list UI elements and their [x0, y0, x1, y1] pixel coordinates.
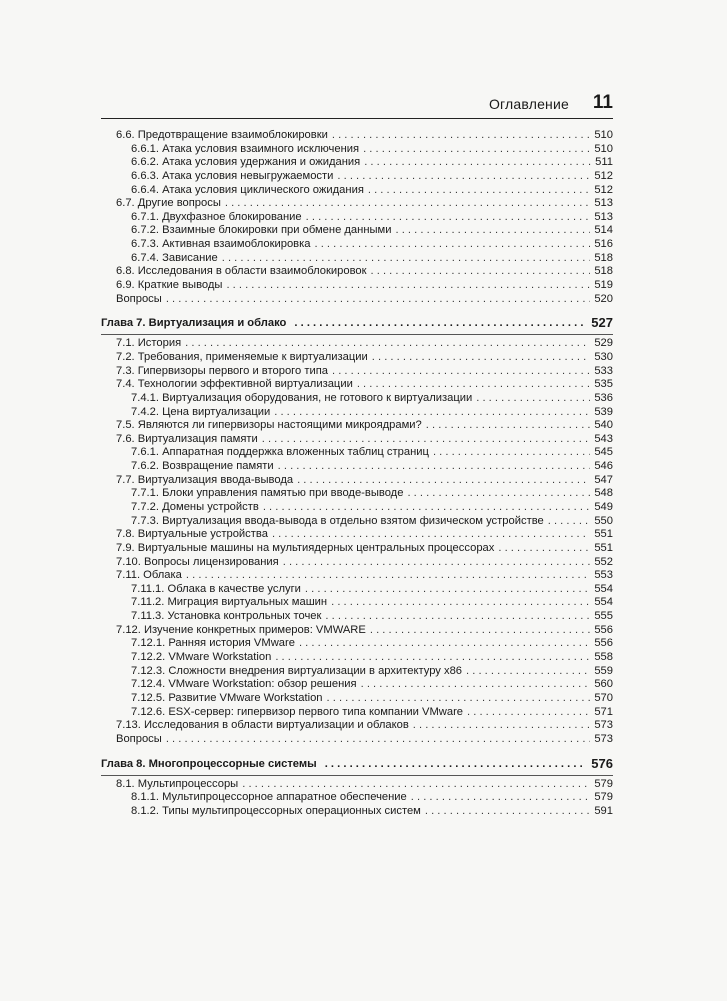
- toc-entry-title: 6.6.2. Атака условия удержания и ожидания: [131, 156, 361, 169]
- dot-leader: [222, 252, 591, 266]
- toc-entry-page: 518: [594, 251, 613, 264]
- toc-subsection-entry: [101, 805, 613, 819]
- toc-entry-page: 513: [594, 197, 613, 210]
- toc-subsection-entry: [101, 238, 613, 252]
- toc-section-entry: [101, 778, 613, 792]
- toc-subsection-entry: [101, 156, 613, 170]
- toc-subsection-entry: [101, 651, 613, 665]
- toc-entry-page: 512: [594, 183, 613, 196]
- toc-section-entry: [101, 474, 613, 488]
- dot-leader: [498, 542, 590, 556]
- toc-entry-title: 7.12. Изучение конкретных примеров: VMWARE: [116, 623, 366, 636]
- chapter-title: Глава 8. Многопроцессорные системы: [101, 757, 317, 770]
- dot-leader: [467, 706, 590, 720]
- toc-section-entry: [101, 293, 613, 307]
- dot-leader: [325, 610, 590, 624]
- toc-section-entry: [101, 279, 613, 293]
- toc-entry-page: 551: [594, 528, 613, 541]
- toc-section-entry: [101, 197, 613, 211]
- toc-subsection-entry: [101, 692, 613, 706]
- toc-entry-title: 8.1.2. Типы мультипроцессорных операционных систем: [131, 804, 421, 817]
- toc-entry-title: 6.7.4. Зависание: [131, 251, 218, 264]
- dot-leader: [185, 337, 590, 351]
- dot-leader: [337, 170, 590, 184]
- toc-entry-page: 511: [595, 156, 613, 169]
- toc-entry-page: 514: [594, 224, 613, 237]
- toc-subsection-entry: [101, 446, 613, 460]
- toc-section-entry: [101, 528, 613, 542]
- toc-entry-title: 7.12.5. Развитие VMware Workstation: [131, 691, 323, 704]
- toc-entry-title: 7.11.2. Миграция виртуальных машин: [131, 596, 328, 609]
- dot-leader: [426, 419, 591, 433]
- toc-entry-title: 7.1. История: [116, 337, 182, 350]
- dot-leader: [314, 238, 590, 252]
- toc-entry-title: 6.7.1. Двухфазное блокирование: [131, 210, 302, 223]
- toc-section-entry: [101, 433, 613, 447]
- dot-leader: [263, 501, 591, 515]
- toc-subsection-entry: [101, 637, 613, 651]
- toc-entry-page: 571: [594, 705, 613, 718]
- toc-entry-page: 510: [594, 128, 613, 141]
- header-rule: [101, 118, 613, 119]
- toc-subsection-entry: [101, 392, 613, 406]
- toc-subsection-entry: [101, 143, 613, 157]
- dot-leader: [275, 651, 590, 665]
- page-number: 11: [592, 92, 613, 113]
- toc-entry-title: 7.7.1. Блоки управления памятью при вводе-выводе: [131, 487, 404, 500]
- toc-entry-title: 7.13. Исследования в области виртуализации и облаков: [116, 719, 409, 732]
- toc-entry-page: 513: [594, 210, 613, 223]
- toc-entry-page: 540: [594, 419, 613, 432]
- toc-entry-page: 536: [594, 391, 613, 404]
- toc-entry-page: 554: [594, 596, 613, 609]
- toc-entry-page: 548: [594, 487, 613, 500]
- running-title: Оглавление: [488, 96, 569, 112]
- toc-section-entry: [101, 733, 613, 747]
- toc-entry-page: 553: [594, 569, 613, 582]
- toc-entry-title: 7.8. Виртуальные устройства: [116, 528, 268, 541]
- toc-entry-page: 533: [594, 364, 613, 377]
- dot-leader: [325, 756, 586, 772]
- dot-leader: [476, 392, 590, 406]
- toc-section-entry: [101, 624, 613, 638]
- chapter-heading: [101, 756, 613, 772]
- toc-entry-page: 520: [594, 292, 613, 305]
- toc-section-entry: [101, 569, 613, 583]
- dot-leader: [306, 211, 591, 225]
- toc-entry-title: 7.9. Виртуальные машины на мультиядерных центральных процессорах: [116, 541, 495, 554]
- chapter-block: [101, 315, 613, 746]
- toc-entry-page: 573: [594, 719, 613, 732]
- toc-entry-page: 554: [594, 582, 613, 595]
- running-head: [0, 92, 727, 116]
- toc-section-entry: [101, 556, 613, 570]
- toc-subsection-entry: [101, 406, 613, 420]
- toc-section-entry: [101, 365, 613, 379]
- dot-leader: [413, 719, 591, 733]
- dot-leader: [332, 129, 590, 143]
- dot-leader: [425, 805, 590, 819]
- toc-entry-page: 579: [594, 791, 613, 804]
- dot-leader: [363, 143, 590, 157]
- toc-entry-page: 573: [594, 732, 613, 745]
- toc-subsection-entry: [101, 791, 613, 805]
- toc-subsection-entry: [101, 515, 613, 529]
- toc-entry-title: 7.7. Виртуализация ввода-вывода: [116, 473, 294, 486]
- toc-entry-title: 7.6. Виртуализация памяти: [116, 432, 258, 445]
- toc-entry-title: 7.12.4. VMware Workstation: обзор решения: [131, 678, 357, 691]
- toc-entry-page: 560: [594, 678, 613, 691]
- toc-entry-page: 529: [594, 337, 613, 350]
- toc-entry-title: 7.7.3. Виртуализация ввода-вывода в отдельно взятом физическом устройстве: [131, 514, 544, 527]
- toc-entry-page: 546: [594, 460, 613, 473]
- toc-entry-title: 7.6.1. Аппаратная поддержка вложенных таблиц страниц: [131, 446, 429, 459]
- toc-entry-page: 539: [594, 405, 613, 418]
- toc-entry-title: 7.12.3. Сложности внедрения виртуализации в архитектуру x86: [131, 664, 463, 677]
- dot-leader: [294, 315, 585, 331]
- toc-entry-title: 7.12.2. VMware Workstation: [131, 651, 272, 664]
- chapter-rule: [101, 334, 613, 335]
- dot-leader: [274, 406, 590, 420]
- toc-entry-title: 6.7.3. Активная взаимоблокировка: [131, 238, 311, 251]
- dot-leader: [166, 293, 591, 307]
- toc-entry-page: 549: [594, 501, 613, 513]
- toc-subsection-entry: [101, 487, 613, 501]
- toc-entry-title: 7.11.3. Установка контрольных точек: [131, 610, 322, 623]
- toc-entry-page: 543: [594, 432, 613, 445]
- toc-entry-page: 547: [594, 473, 613, 486]
- toc-entry-title: 6.8. Исследования в области взаимоблокировок: [116, 265, 367, 278]
- toc-entry-title: 6.9. Краткие выводы: [116, 279, 223, 292]
- dot-leader: [299, 637, 590, 651]
- toc-subsection-entry: [101, 706, 613, 720]
- dot-leader: [411, 791, 591, 805]
- toc-section-entry: [101, 378, 613, 392]
- toc-entry-title: 8.1. Мультипроцессоры: [116, 777, 239, 790]
- toc-subsection-entry: [101, 460, 613, 474]
- toc-entry-title: 7.4. Технологии эффективной виртуализации: [116, 378, 353, 391]
- toc-subsection-entry: [101, 678, 613, 692]
- dot-leader: [357, 378, 590, 392]
- toc-entry-page: 530: [594, 350, 613, 363]
- toc-subsection-entry: [101, 170, 613, 184]
- toc-entry-page: 519: [594, 279, 613, 292]
- dot-leader: [407, 487, 590, 501]
- dot-leader: [466, 665, 590, 679]
- toc-entry-title: 7.11.1. Облака в качестве услуги: [131, 582, 301, 595]
- dot-leader: [331, 596, 590, 610]
- toc-entry-page: 518: [594, 265, 613, 278]
- toc-entry-page: 550: [594, 514, 613, 527]
- dot-leader: [361, 678, 591, 692]
- dot-leader: [225, 197, 590, 211]
- toc-entry-title: Вопросы: [116, 732, 162, 745]
- dot-leader: [332, 365, 590, 379]
- dot-leader: [166, 733, 591, 747]
- toc-subsection-entry: [101, 597, 613, 611]
- dot-leader: [548, 515, 591, 529]
- toc-entry-page: 558: [594, 651, 613, 664]
- dot-leader: [272, 528, 590, 542]
- chapter-page: 576: [591, 755, 613, 771]
- dot-leader: [371, 265, 591, 279]
- toc-entry-page: 516: [594, 238, 613, 251]
- toc-entry-title: 6.7.2. Взаимные блокировки при обмене данными: [131, 224, 392, 237]
- chapter-heading: [101, 315, 613, 331]
- dot-leader: [370, 624, 590, 638]
- toc-entry-page: 579: [594, 777, 613, 790]
- dot-leader: [186, 569, 590, 583]
- toc-entry-title: 7.10. Вопросы лицензирования: [116, 555, 279, 568]
- toc-section-entry: [101, 337, 613, 351]
- chapter-block: [101, 756, 613, 819]
- dot-leader: [396, 224, 591, 238]
- toc-section-entry: [101, 719, 613, 733]
- toc-entry-page: 535: [594, 378, 613, 391]
- toc-entry-title: 7.5. Являются ли гипервизоры настоящими микроядрами?: [116, 419, 422, 432]
- toc-entry-title: 7.2. Требования, применяемые к виртуализации: [116, 350, 368, 363]
- toc-entry-title: 6.6.3. Атака условия невыгружаемости: [131, 169, 334, 182]
- toc-subsection-entry: [101, 583, 613, 597]
- dot-leader: [242, 778, 590, 792]
- dot-leader: [305, 583, 590, 597]
- toc-entry-page: 512: [594, 169, 613, 182]
- toc-entry-title: 7.6.2. Возвращение памяти: [131, 460, 274, 473]
- toc-entry-title: 6.6.1. Атака условия взаимного исключения: [131, 142, 360, 155]
- table-of-contents: [101, 129, 613, 818]
- toc-entry-page: 570: [594, 691, 613, 704]
- dot-leader: [372, 351, 591, 365]
- dot-leader: [368, 184, 590, 198]
- dot-leader: [283, 556, 591, 570]
- toc-subsection-entry: [101, 610, 613, 624]
- toc-entry-page: 545: [594, 446, 613, 459]
- dot-leader: [226, 279, 590, 293]
- toc-entry-page: 591: [594, 804, 613, 817]
- chapter-page: 527: [591, 315, 613, 331]
- toc-entry-page: 510: [594, 142, 613, 155]
- toc-entry-title: 7.12.1. Ранняя история VMware: [131, 637, 295, 650]
- toc-entry-title: 8.1.1. Мультипроцессорное аппаратное обеспечение: [131, 791, 407, 804]
- toc-entry-title: 6.6.4. Атака условия циклического ожидания: [131, 183, 364, 196]
- dot-leader: [364, 156, 591, 170]
- toc-entry-title: 7.4.2. Цена виртуализации: [131, 405, 271, 418]
- toc-subsection-entry: [101, 224, 613, 238]
- dot-leader: [297, 474, 590, 488]
- toc-entry-page: 556: [594, 623, 613, 636]
- toc-section-entry: [101, 265, 613, 279]
- toc-subsection-entry: [101, 184, 613, 198]
- toc-subsection-entry: [101, 211, 613, 225]
- toc-entry-page: 555: [594, 610, 613, 623]
- toc-section-entry: [101, 419, 613, 433]
- dot-leader: [433, 446, 590, 460]
- toc-entry-title: 7.7.2. Домены устройств: [131, 501, 259, 513]
- toc-section-entry: [101, 129, 613, 143]
- toc-section-entry: [101, 351, 613, 365]
- toc-entry-title: Вопросы: [116, 292, 162, 305]
- dot-leader: [278, 460, 591, 474]
- toc-entry-title: 7.11. Облака: [116, 569, 182, 582]
- toc-subsection-entry: [101, 665, 613, 679]
- chapter-title: Глава 7. Виртуализация и облако: [101, 317, 287, 330]
- toc-entry-title: 6.6. Предотвращение взаимоблокировки: [116, 128, 328, 141]
- toc-entry-title: 6.7. Другие вопросы: [116, 197, 221, 210]
- chapter-rule: [101, 775, 613, 776]
- toc-entry-title: 7.3. Гипервизоры первого и второго типа: [116, 364, 328, 377]
- toc-entry-page: 552: [594, 555, 613, 568]
- toc-subsection-entry: [101, 252, 613, 266]
- toc-entry-title: 7.4.1. Виртуализация оборудования, не готового к виртуализации: [131, 391, 473, 404]
- toc-entry-title: 7.12.6. ESX-сервер: гипервизор первого типа компании VMware: [131, 705, 464, 718]
- toc-entry-page: 559: [594, 664, 613, 677]
- toc-entry-page: 556: [594, 637, 613, 650]
- toc-section-entry: [101, 542, 613, 556]
- toc-entry-page: 551: [594, 541, 613, 554]
- dot-leader: [262, 433, 591, 447]
- dot-leader: [327, 692, 591, 706]
- toc-subsection-entry: [101, 501, 613, 515]
